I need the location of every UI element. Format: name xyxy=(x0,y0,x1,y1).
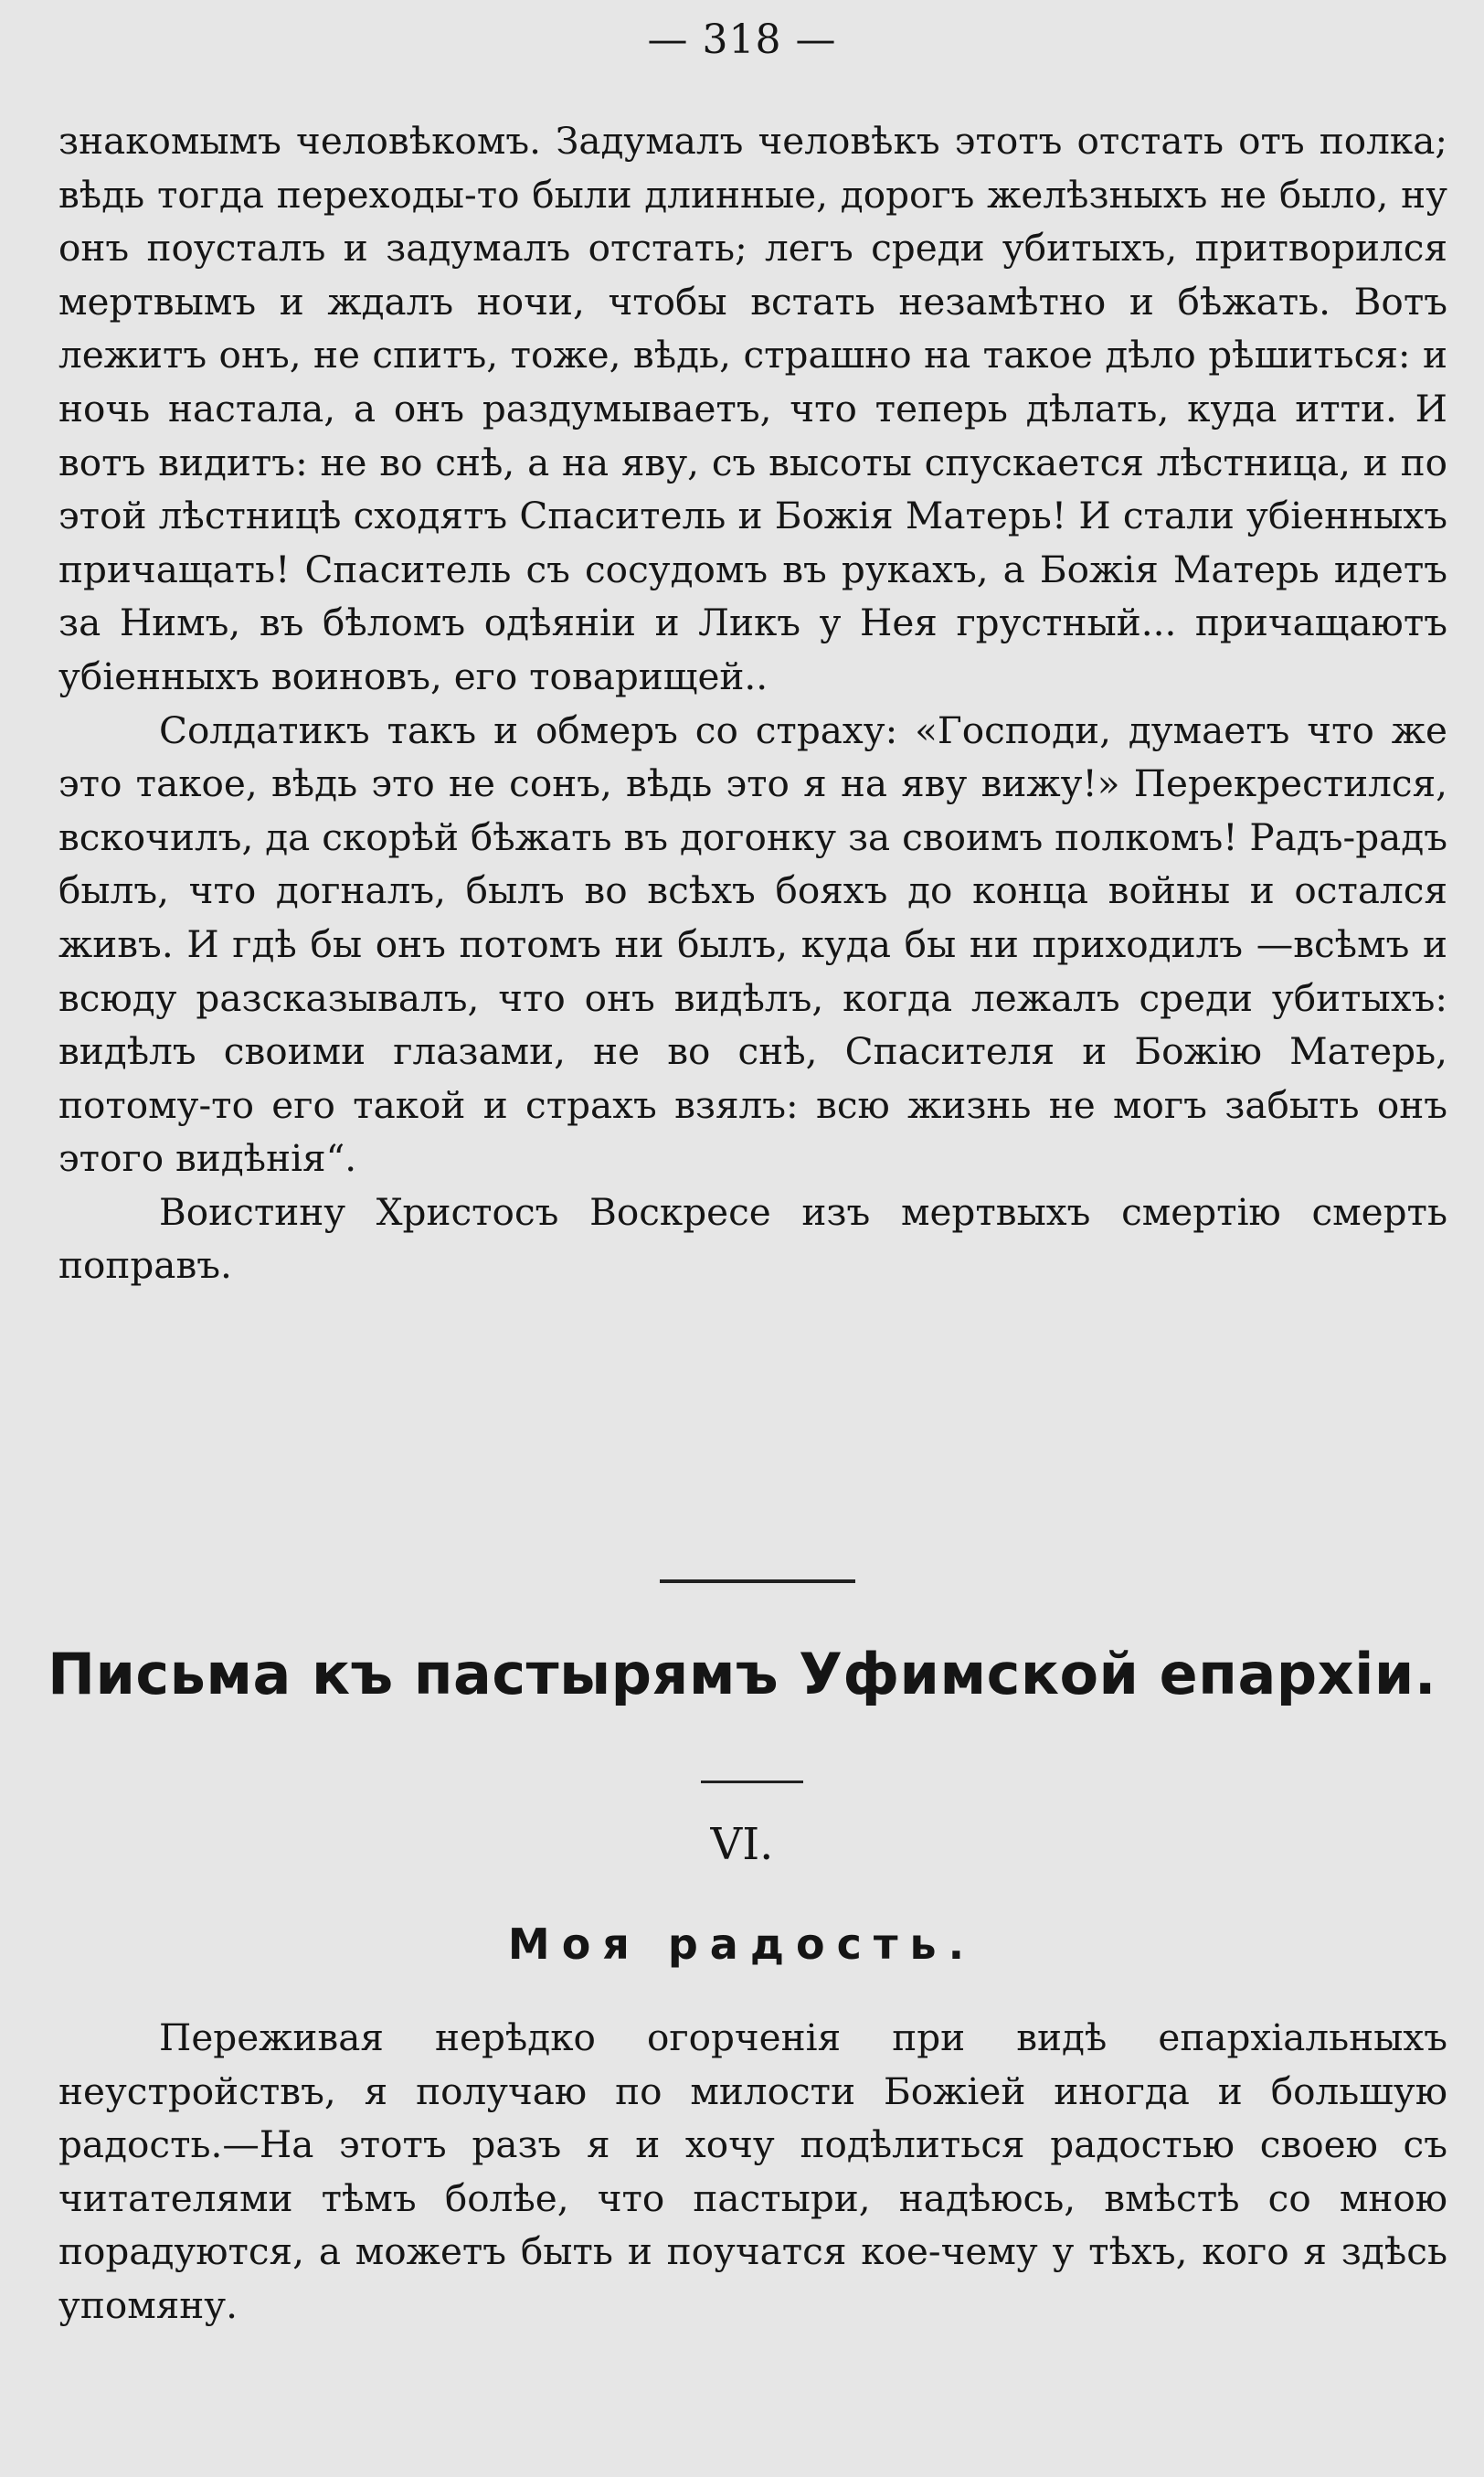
paragraph: Воистину Христосъ Воскресе изъ мертвыхъ смертію смерть поправъ. xyxy=(58,1189,1447,1288)
paragraph: Переживая нерѣдко огорченія при видѣ епархіальныхъ неустройствъ, я получаю по милости Божіей иногда и большую радость.—На этотъ разъ я и хочу подѣлиться радостью своею съ читателями тѣмъ болѣе, что пастыри, надѣюсь, вмѣстѣ со мною порадуются, а можетъ быть и поучатся кое-чему у тѣхъ, кого я здѣсь упомяну. xyxy=(58,2015,1447,2327)
page-number: — 318 — xyxy=(647,16,837,63)
paragraph: Солдатикъ такъ и обмеръ со страху: «Господи, думаетъ что же это такое, вѣдь это не сонъ, вѣдь это я на яву вижу!» Перекрестился, вскочилъ, да скорѣй бѣжать въ догонку за своимъ полкомъ! Радъ-радъ былъ, что догналъ, былъ во всѣхъ бояхъ до конца войны и остался живъ. И гдѣ бы онъ потомъ ни былъ, куда бы ни приходилъ —всѣмъ и всюду разсказывалъ, что онъ видѣлъ, когда лежалъ среди убитыхъ: видѣлъ своими глазами, не во снѣ, Спасителя и Божію Матерь, потому-то его такой и страхъ взялъ: всю жизнь не могъ забыть онъ этого видѣнія“. xyxy=(58,707,1447,1181)
section-divider xyxy=(660,1579,855,1583)
chapter-number: VI. xyxy=(710,1819,774,1870)
title-divider xyxy=(701,1781,803,1783)
story-text xyxy=(58,114,1447,1292)
chapter-title: Моя радость. xyxy=(507,1919,977,1969)
paragraph: знакомымъ человѣкомъ. Задумалъ человѣкъ этотъ отстать отъ полка; вѣдь тогда переходы-то были длинные, дорогъ желѣзныхъ не было, ну онъ поусталъ и задумалъ отстать; легъ среди убитыхъ, притворился мертвымъ и ждалъ ночи, чтобы встать незамѣтно и бѣжать. Вотъ лежитъ онъ, не спитъ, тоже, вѣдь, страшно на такое дѣло рѣшиться: и ночь настала, а онъ раздумываетъ, что теперь дѣлать, куда итти. И вотъ видитъ: не во снѣ, а на яву, съ высоты спускается лѣстница, и по этой лѣстницѣ сходятъ Спаситель и Божія Матерь! И стали убіенныхъ причащать! Спаситель съ сосудомъ въ рукахъ, а Божія Матерь идетъ за Нимъ, въ бѣломъ одѣяніи и Ликъ у Нея грустный... причащаютъ убіенныхъ воиновъ, его товарищей.. xyxy=(58,119,1447,698)
section-title: Письма къ пастырямъ Уфимской епархіи. xyxy=(48,1641,1436,1707)
letter-text xyxy=(58,2011,1447,2333)
